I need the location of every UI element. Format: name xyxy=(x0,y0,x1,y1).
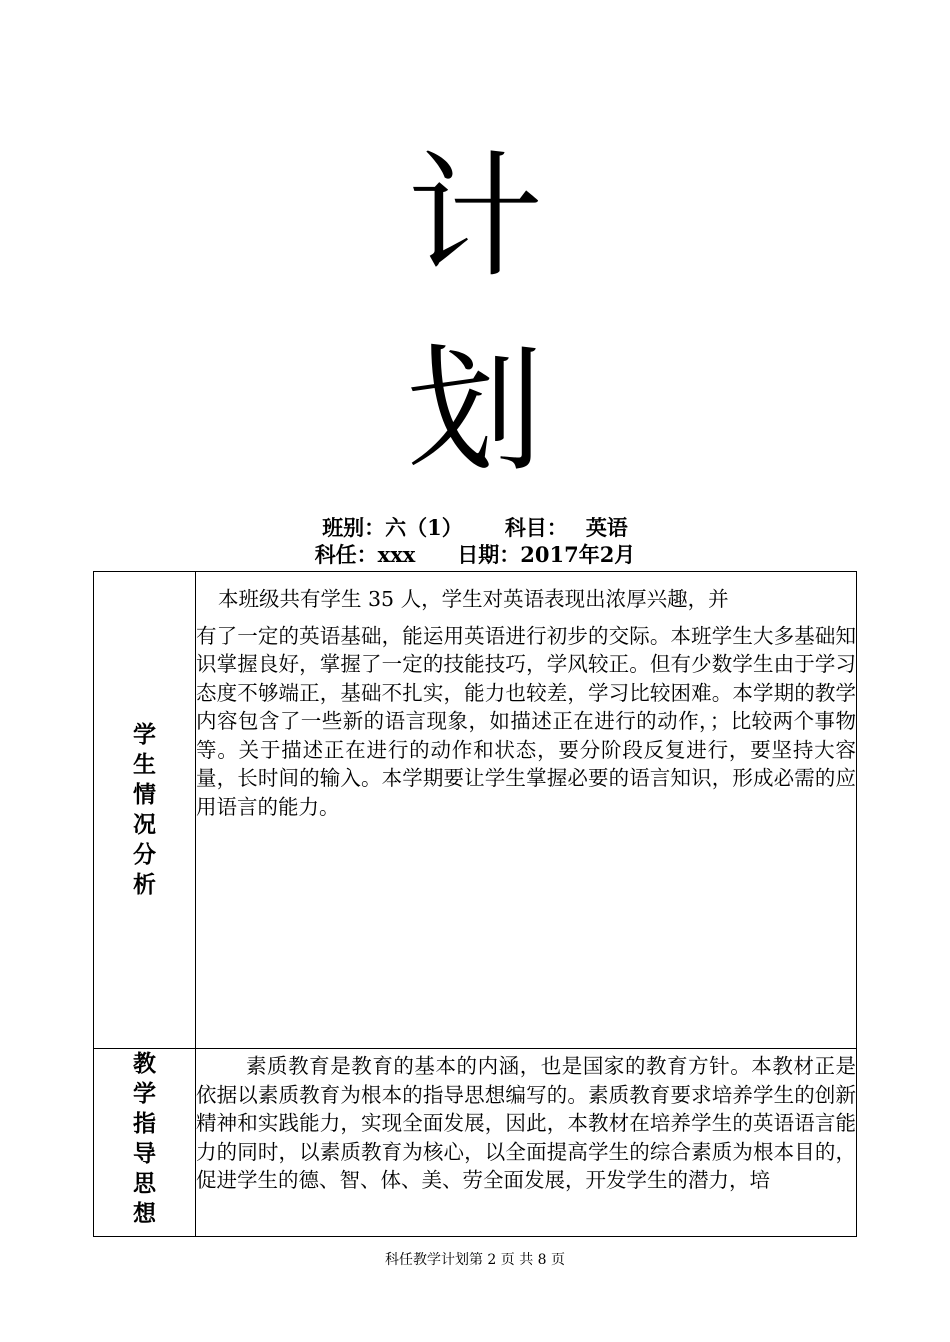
subject-value: 英语 xyxy=(585,515,628,540)
class-label: 班别：六（1） xyxy=(322,515,463,540)
info-line-class-subject xyxy=(0,514,950,542)
page-footer: 科任教学计划第 2 页 共 8 页 xyxy=(384,1252,566,1268)
plan-table xyxy=(93,571,857,1237)
info-line-teacher-date xyxy=(0,541,950,569)
guidance-content-cell xyxy=(196,1049,857,1237)
date-label: 日期：2017年2月 xyxy=(457,542,636,567)
subject-label: 科目： xyxy=(504,515,568,540)
title-char-2: 划 xyxy=(407,333,543,491)
analysis-label: 学生情况分析 xyxy=(133,722,156,898)
guidance-label: 教学指导思想 xyxy=(133,1051,156,1227)
analysis-content-cell xyxy=(196,572,857,1049)
table-row-analysis xyxy=(94,572,857,1049)
guidance-body-text: 素质教育是教育的基本的内涵，也是国家的教育方针。本教材正是依据以素质教育为根本的指导思想编写的。素质教育要求培养学生的创新精神和实践能力，实现全面发展，因此，本教材在培养学生的英语语言能力的同时，以素质教育为核心，以全面提高学生的综合素质为根本目的，促进学生的德、智、体、美、劳全面发展，开发学生的潜力，培 xyxy=(196,1054,856,1192)
analysis-label-cell xyxy=(94,572,196,1049)
table-row-guidance xyxy=(94,1049,857,1237)
teacher-label: 科任：xxx xyxy=(314,542,416,567)
guidance-label-cell xyxy=(94,1049,196,1237)
title-char-1: 计 xyxy=(407,139,543,297)
analysis-body-text: 有了一定的英语基础，能运用英语进行初步的交际。本班学生大多基础知识掌握良好，掌握了一定的技能技巧，学风较正。但有少数学生由于学习态度不够端正，基础不扎实，能力也较差，学习比较困难。本学期的教学内容包含了一些新的语言现象，如描述正在进行的动作，；比较两个事物等。关于描述正在进行的动作和状态，要分阶段反复进行，要坚持大容量，长时间的输入。本学期要让学生掌握必要的语言知识，形成必需的应用语言的能力。 xyxy=(196,623,856,819)
analysis-first-line: 本班级共有学生 35 人，学生对英语表现出浓厚兴趣，并 xyxy=(218,587,729,611)
